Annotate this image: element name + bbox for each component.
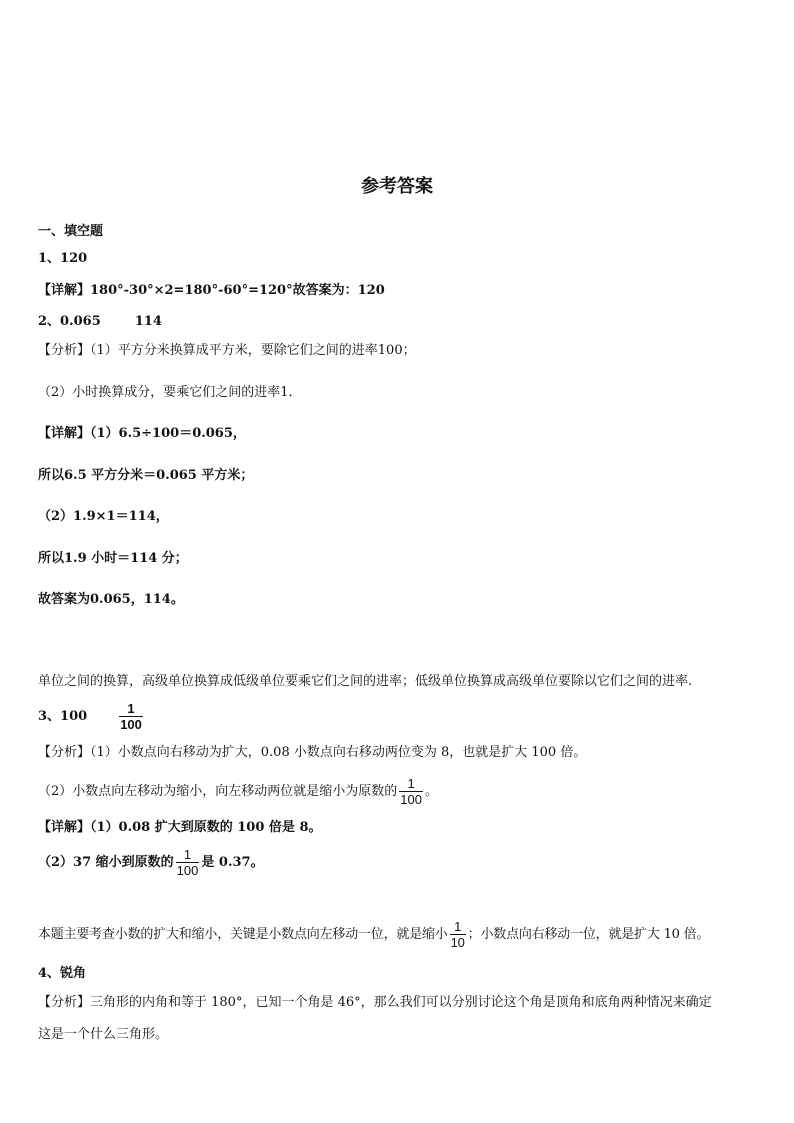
q3-analysis-1: 【分析】（1）小数点向右移动为扩大，0.08 小数点向右移动两位变为 8，也就是扩大 100 倍。: [38, 745, 587, 760]
q2-detail-3: （2）1.9×1＝114，: [38, 509, 169, 524]
q3-summary-fraction: [450, 919, 466, 950]
fraction-denominator: 10: [450, 935, 465, 950]
fraction-numerator: 1: [119, 701, 143, 717]
q2-detail-2: 所以6.5 平方分米＝0.065 平方米；: [38, 468, 254, 483]
q2-detail-5: 故答案为0.065，114。: [38, 592, 184, 607]
q2-summary: 单位之间的换算，高级单位换算成低级单位要乘它们之间的进率；低级单位换算成高级单位要除以它们之间的进率.: [38, 674, 693, 689]
q3-summary: [38, 918, 709, 952]
q2-analysis-2: （2）小时换算成分，要乘它们之间的进率1．: [38, 385, 302, 400]
q3-fraction: [119, 701, 143, 732]
q3-analysis-fraction: [399, 776, 423, 807]
q3-detail-2-end: 是 0.37。: [201, 855, 264, 870]
q3-detail-1: 【详解】（1）0.08 扩大到原数的 100 倍是 8。: [38, 820, 322, 835]
q2-answer-2: 114: [134, 314, 162, 329]
q1-answer: 1、120: [38, 251, 88, 266]
q2-answer: [38, 314, 162, 330]
q3-detail-2-text: （2）37 缩小到原数的: [38, 855, 174, 870]
q3-summary-text: 本题主要考查小数的扩大和缩小，关键是小数点向左移动一位，就是缩小: [38, 927, 448, 942]
fraction-denominator: 100: [176, 863, 199, 878]
q3-summary-end: ；小数点向右移动一位，就是扩大 10 倍。: [467, 927, 710, 942]
q2-detail-1: 【详解】（1）6.5÷100＝0.065，: [38, 426, 246, 441]
fraction-numerator: 1: [399, 776, 423, 792]
q3-analysis-2: [38, 775, 438, 809]
fraction-numerator: 1: [176, 847, 200, 863]
q4-analysis-2: 这是一个什么三角形。: [38, 1027, 169, 1042]
page-title: 参考答案: [361, 176, 433, 197]
q3-answer: [38, 700, 145, 734]
q1-detail: 【详解】180°-30°×2=180°-60°=120°故答案为：120: [38, 283, 385, 298]
q3-detail-fraction: [176, 847, 200, 878]
q2-answer-1: 2、0.065: [38, 314, 101, 329]
fraction-denominator: 100: [400, 792, 422, 807]
q2-detail-4: 所以1.9 小时＝114 分；: [38, 551, 188, 566]
q4-analysis-1: 【分析】三角形的内角和等于 180°，已知一个角是 46°，那么我们可以分别讨论这个角是顶角和底角两种情况来确定: [38, 995, 712, 1010]
q3-analysis-2-end: 。: [424, 784, 438, 799]
fraction-numerator: 1: [450, 919, 466, 935]
q2-analysis-1: 【分析】（1）平方分米换算成平方米，要除它们之间的进率100；: [38, 343, 416, 358]
q3-answer-1: 3、100: [38, 709, 88, 724]
section-heading: 一、填空题: [38, 224, 104, 239]
fraction-denominator: 100: [120, 717, 142, 732]
q4-answer: 4、锐角: [38, 966, 87, 981]
q3-detail-2: [38, 846, 264, 880]
q3-analysis-2-text: （2）小数点向左移动为缩小，向左移动两位就是缩小为原数的: [38, 784, 398, 799]
